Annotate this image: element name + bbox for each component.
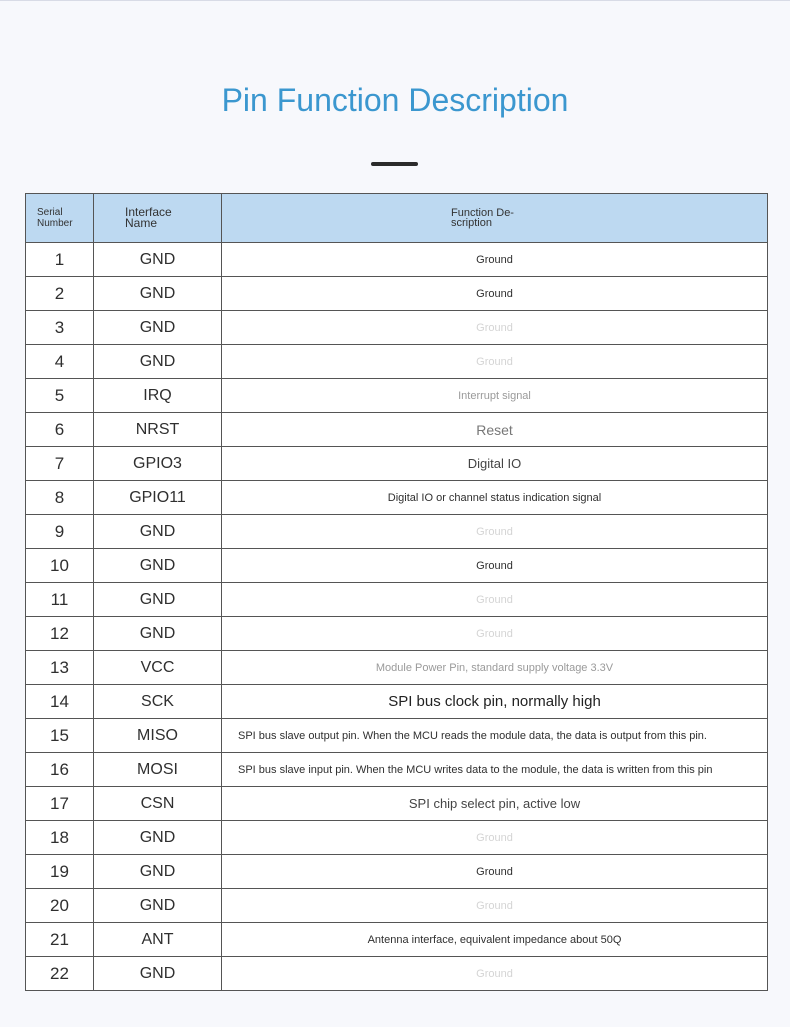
table-row xyxy=(26,685,768,719)
header-serial-label: Serial Number xyxy=(37,207,73,229)
interface-name-cell: GND xyxy=(94,345,222,379)
function-description-cell: Ground xyxy=(222,889,768,923)
table-header-row xyxy=(26,194,768,243)
interface-name-cell: GND xyxy=(94,617,222,651)
interface-name-cell: SCK xyxy=(94,685,222,719)
table-row xyxy=(26,821,768,855)
table-row xyxy=(26,379,768,413)
table-row xyxy=(26,753,768,787)
interface-name-cell: GND xyxy=(94,549,222,583)
function-description-cell: Digital IO or channel status indication signal xyxy=(222,481,768,515)
function-description-cell: Ground xyxy=(222,617,768,651)
function-description-cell: Ground xyxy=(222,821,768,855)
serial-cell: 11 xyxy=(26,583,94,617)
function-description-cell: Ground xyxy=(222,345,768,379)
serial-cell: 10 xyxy=(26,549,94,583)
serial-cell: 8 xyxy=(26,481,94,515)
serial-cell: 7 xyxy=(26,447,94,481)
interface-name-cell: MISO xyxy=(94,719,222,753)
header-desc-label: Function De-scription xyxy=(451,207,514,229)
serial-cell: 15 xyxy=(26,719,94,753)
table-row xyxy=(26,787,768,821)
function-description-cell: Ground xyxy=(222,311,768,345)
page-title: Pin Function Description xyxy=(221,82,569,118)
interface-name-cell: GND xyxy=(94,243,222,277)
table-row xyxy=(26,923,768,957)
table-row xyxy=(26,311,768,345)
interface-name-cell: GND xyxy=(94,277,222,311)
function-description-cell: Ground xyxy=(222,277,768,311)
interface-name-cell: MOSI xyxy=(94,753,222,787)
interface-name-cell: CSN xyxy=(94,787,222,821)
interface-name-cell: VCC xyxy=(94,651,222,685)
function-description-cell: Ground xyxy=(222,583,768,617)
serial-cell: 13 xyxy=(26,651,94,685)
function-description-cell: Digital IO xyxy=(222,447,768,481)
title-underline xyxy=(371,162,418,166)
pin-table xyxy=(25,193,768,991)
table-row xyxy=(26,617,768,651)
table-row xyxy=(26,889,768,923)
interface-name-cell: GND xyxy=(94,583,222,617)
function-description-cell: Reset xyxy=(222,413,768,447)
interface-name-cell: GPIO3 xyxy=(94,447,222,481)
header-interface-name xyxy=(94,194,222,243)
serial-cell: 22 xyxy=(26,957,94,991)
interface-name-cell: GND xyxy=(94,957,222,991)
function-description-cell: SPI bus clock pin, normally high xyxy=(222,685,768,719)
interface-name-cell: IRQ xyxy=(94,379,222,413)
serial-cell: 20 xyxy=(26,889,94,923)
interface-name-cell: GPIO11 xyxy=(94,481,222,515)
serial-cell: 3 xyxy=(26,311,94,345)
serial-cell: 21 xyxy=(26,923,94,957)
top-divider xyxy=(0,0,790,1)
serial-cell: 2 xyxy=(26,277,94,311)
serial-cell: 16 xyxy=(26,753,94,787)
interface-name-cell: NRST xyxy=(94,413,222,447)
interface-name-cell: GND xyxy=(94,311,222,345)
table-row xyxy=(26,855,768,889)
serial-cell: 6 xyxy=(26,413,94,447)
serial-cell: 12 xyxy=(26,617,94,651)
interface-name-cell: GND xyxy=(94,515,222,549)
header-function-description xyxy=(222,194,768,243)
interface-name-cell: GND xyxy=(94,889,222,923)
function-description-cell: SPI bus slave input pin. When the MCU writes data to the module, the data is written from this pin xyxy=(222,753,768,787)
function-description-cell: Ground xyxy=(222,243,768,277)
serial-cell: 4 xyxy=(26,345,94,379)
serial-cell: 18 xyxy=(26,821,94,855)
serial-cell: 14 xyxy=(26,685,94,719)
serial-cell: 19 xyxy=(26,855,94,889)
header-serial-number xyxy=(26,194,94,243)
serial-cell: 5 xyxy=(26,379,94,413)
table-row xyxy=(26,277,768,311)
function-description-cell: Ground xyxy=(222,855,768,889)
function-description-cell: SPI bus slave output pin. When the MCU reads the module data, the data is output from this pin. xyxy=(222,719,768,753)
serial-cell: 17 xyxy=(26,787,94,821)
interface-name-cell: GND xyxy=(94,821,222,855)
table-row xyxy=(26,345,768,379)
serial-cell: 1 xyxy=(26,243,94,277)
table-row xyxy=(26,243,768,277)
table-row xyxy=(26,481,768,515)
table-row xyxy=(26,719,768,753)
serial-cell: 9 xyxy=(26,515,94,549)
header-name-label: Interface Name xyxy=(125,205,172,230)
function-description-cell: Interrupt signal xyxy=(222,379,768,413)
table-row xyxy=(26,651,768,685)
function-description-cell: Module Power Pin, standard supply voltage 3.3V xyxy=(222,651,768,685)
interface-name-cell: GND xyxy=(94,855,222,889)
interface-name-cell: ANT xyxy=(94,923,222,957)
table-row xyxy=(26,549,768,583)
table-row xyxy=(26,583,768,617)
function-description-cell: Antenna interface, equivalent impedance about 50Q xyxy=(222,923,768,957)
function-description-cell: Ground xyxy=(222,957,768,991)
table-row xyxy=(26,413,768,447)
table-row xyxy=(26,957,768,991)
function-description-cell: Ground xyxy=(222,515,768,549)
function-description-cell: Ground xyxy=(222,549,768,583)
table-row xyxy=(26,515,768,549)
function-description-cell: SPI chip select pin, active low xyxy=(222,787,768,821)
table-row xyxy=(26,447,768,481)
